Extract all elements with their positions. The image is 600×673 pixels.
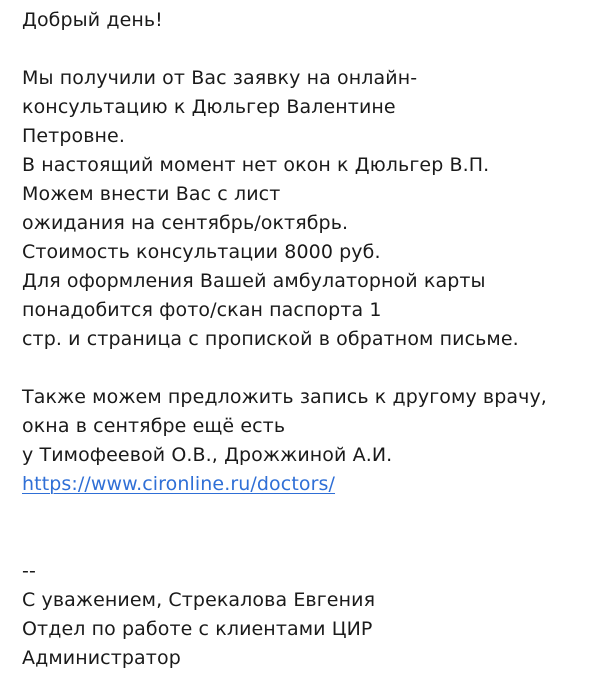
doctors-link[interactable]: https://www.cironline.ru/doctors/ [22, 473, 336, 495]
signature-line: С уважением, Стрекалова Евгения [22, 589, 376, 611]
body-line: Можем внести Вас с лист [22, 183, 281, 205]
body-line: В настоящий момент нет окон к Дюльгер В.П. [22, 154, 490, 176]
body-line: Стоимость консультации 8000 руб. [22, 241, 381, 263]
paragraph-gap [22, 528, 592, 557]
body-line: стр. и страница с пропиской в обратном письме. [22, 328, 519, 350]
body-line: Петровне. [22, 125, 125, 147]
body-line: консультацию к Дюльгер Валентине [22, 96, 396, 118]
paragraph-gap [22, 499, 592, 528]
body-line: Мы получили от Вас заявку на онлайн- [22, 67, 418, 89]
doctors-link-line [22, 470, 592, 499]
signature-line: Администратор [22, 647, 181, 669]
body-line: Для оформления Вашей амбулаторной карты [22, 270, 486, 292]
paragraph-gap [22, 354, 592, 383]
paragraph-gap [22, 35, 592, 64]
offer-line: окна в сентябре ещё есть [22, 415, 286, 437]
greeting-text: Добрый день! [22, 9, 163, 31]
email-message-body [22, 6, 592, 673]
signature-separator: -- [22, 560, 36, 582]
offer-line: Также можем предложить запись к другому врачу, [22, 386, 547, 408]
offer-line: у Тимофеевой О.В., Дрожжиной А.И. [22, 444, 393, 466]
body-line: ожидания на сентябрь/октябрь. [22, 212, 349, 234]
body-line: понадобится фото/скан паспорта 1 [22, 299, 382, 321]
signature-line: Отдел по работе с клиентами ЦИР [22, 618, 373, 640]
